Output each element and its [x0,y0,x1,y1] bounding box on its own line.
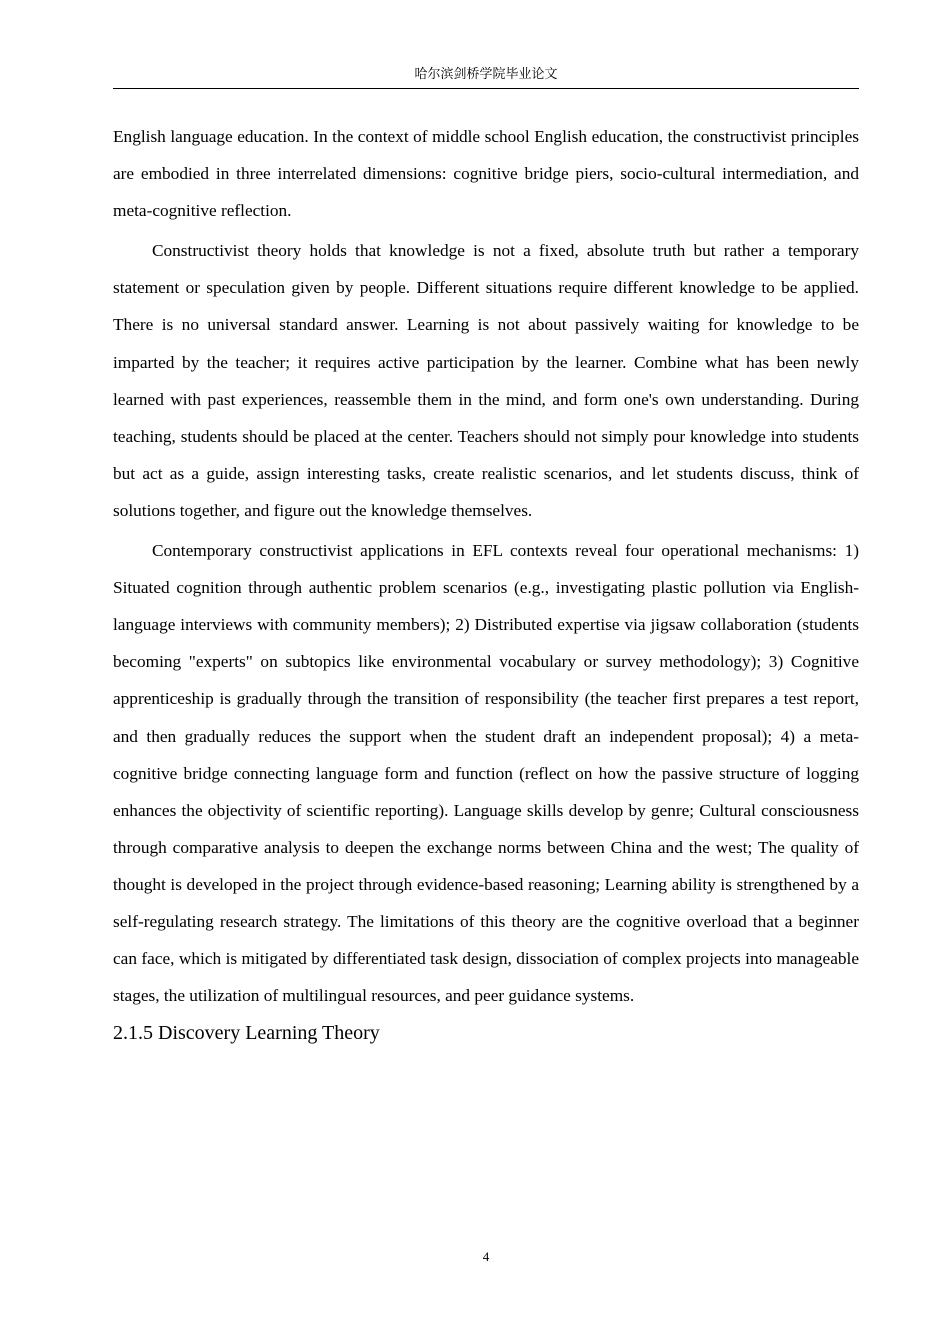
paragraph-efl-applications: Contemporary constructivist applications in EFL contexts reveal four operational mechanisms: 1) Situated cognition through authentic problem scenarios (e.g., investigating plastic pollution via English-language interviews with community members); 2) Distributed expertise via jigsaw collaboration (students becoming "experts" on subtopics like environmental vocabulary or survey methodology); 3) Cognitive apprenticeship is gradually through the transition of responsibility (the teacher first prepares a test report, and then gradually reduces the support when the student draft an independent proposal); 4) a meta-cognitive bridge connecting language form and function (reflect on how the passive structure of logging enhances the objectivity of scientific reporting). Language skills develop by genre; Cultural consciousness through comparative analysis to deepen the exchange norms between China and the west; The quality of thought is developed in the project through evidence-based reasoning; Learning ability is strengthened by a self-regulating research strategy. The limitations of this theory are the cognitive overload that a beginner can face, which is mitigated by differentiated task design, dissociation of complex projects into manageable stages, the utilization of multilingual resources, and peer guidance systems. [113,541,859,1006]
section-heading: 2.1.5 Discovery Learning Theory [113,1022,380,1045]
header-divider [113,88,859,89]
page-number: 4 [482,1249,490,1264]
body-text [113,118,859,1048]
paragraph-continuation: English language education. In the context of middle school English education, the constructivist principles are embodied in three interrelated dimensions: cognitive bridge piers, socio-cultural intermediation, and meta-cognitive reflection. [113,127,859,221]
paragraph-constructivist-theory: Constructivist theory holds that knowledge is not a fixed, absolute truth but rather a temporary statement or speculation given by people. Different situations require different knowledge to be applied. There is no universal standard answer. Learning is not about passively waiting for knowledge to be imparted by the teacher; it requires active participation by the learner. Combine what has been newly learned with past experiences, reassemble them in the mind, and form one's own understanding. During teaching, students should be placed at the center. Teachers should not simply pour knowledge into students but act as a guide, assign interesting tasks, create realistic scenarios, and let students discuss, think of solutions together, and figure out the knowledge themselves. [113,241,859,520]
running-header: 哈尔滨剑桥学院毕业论文 [414,67,558,82]
